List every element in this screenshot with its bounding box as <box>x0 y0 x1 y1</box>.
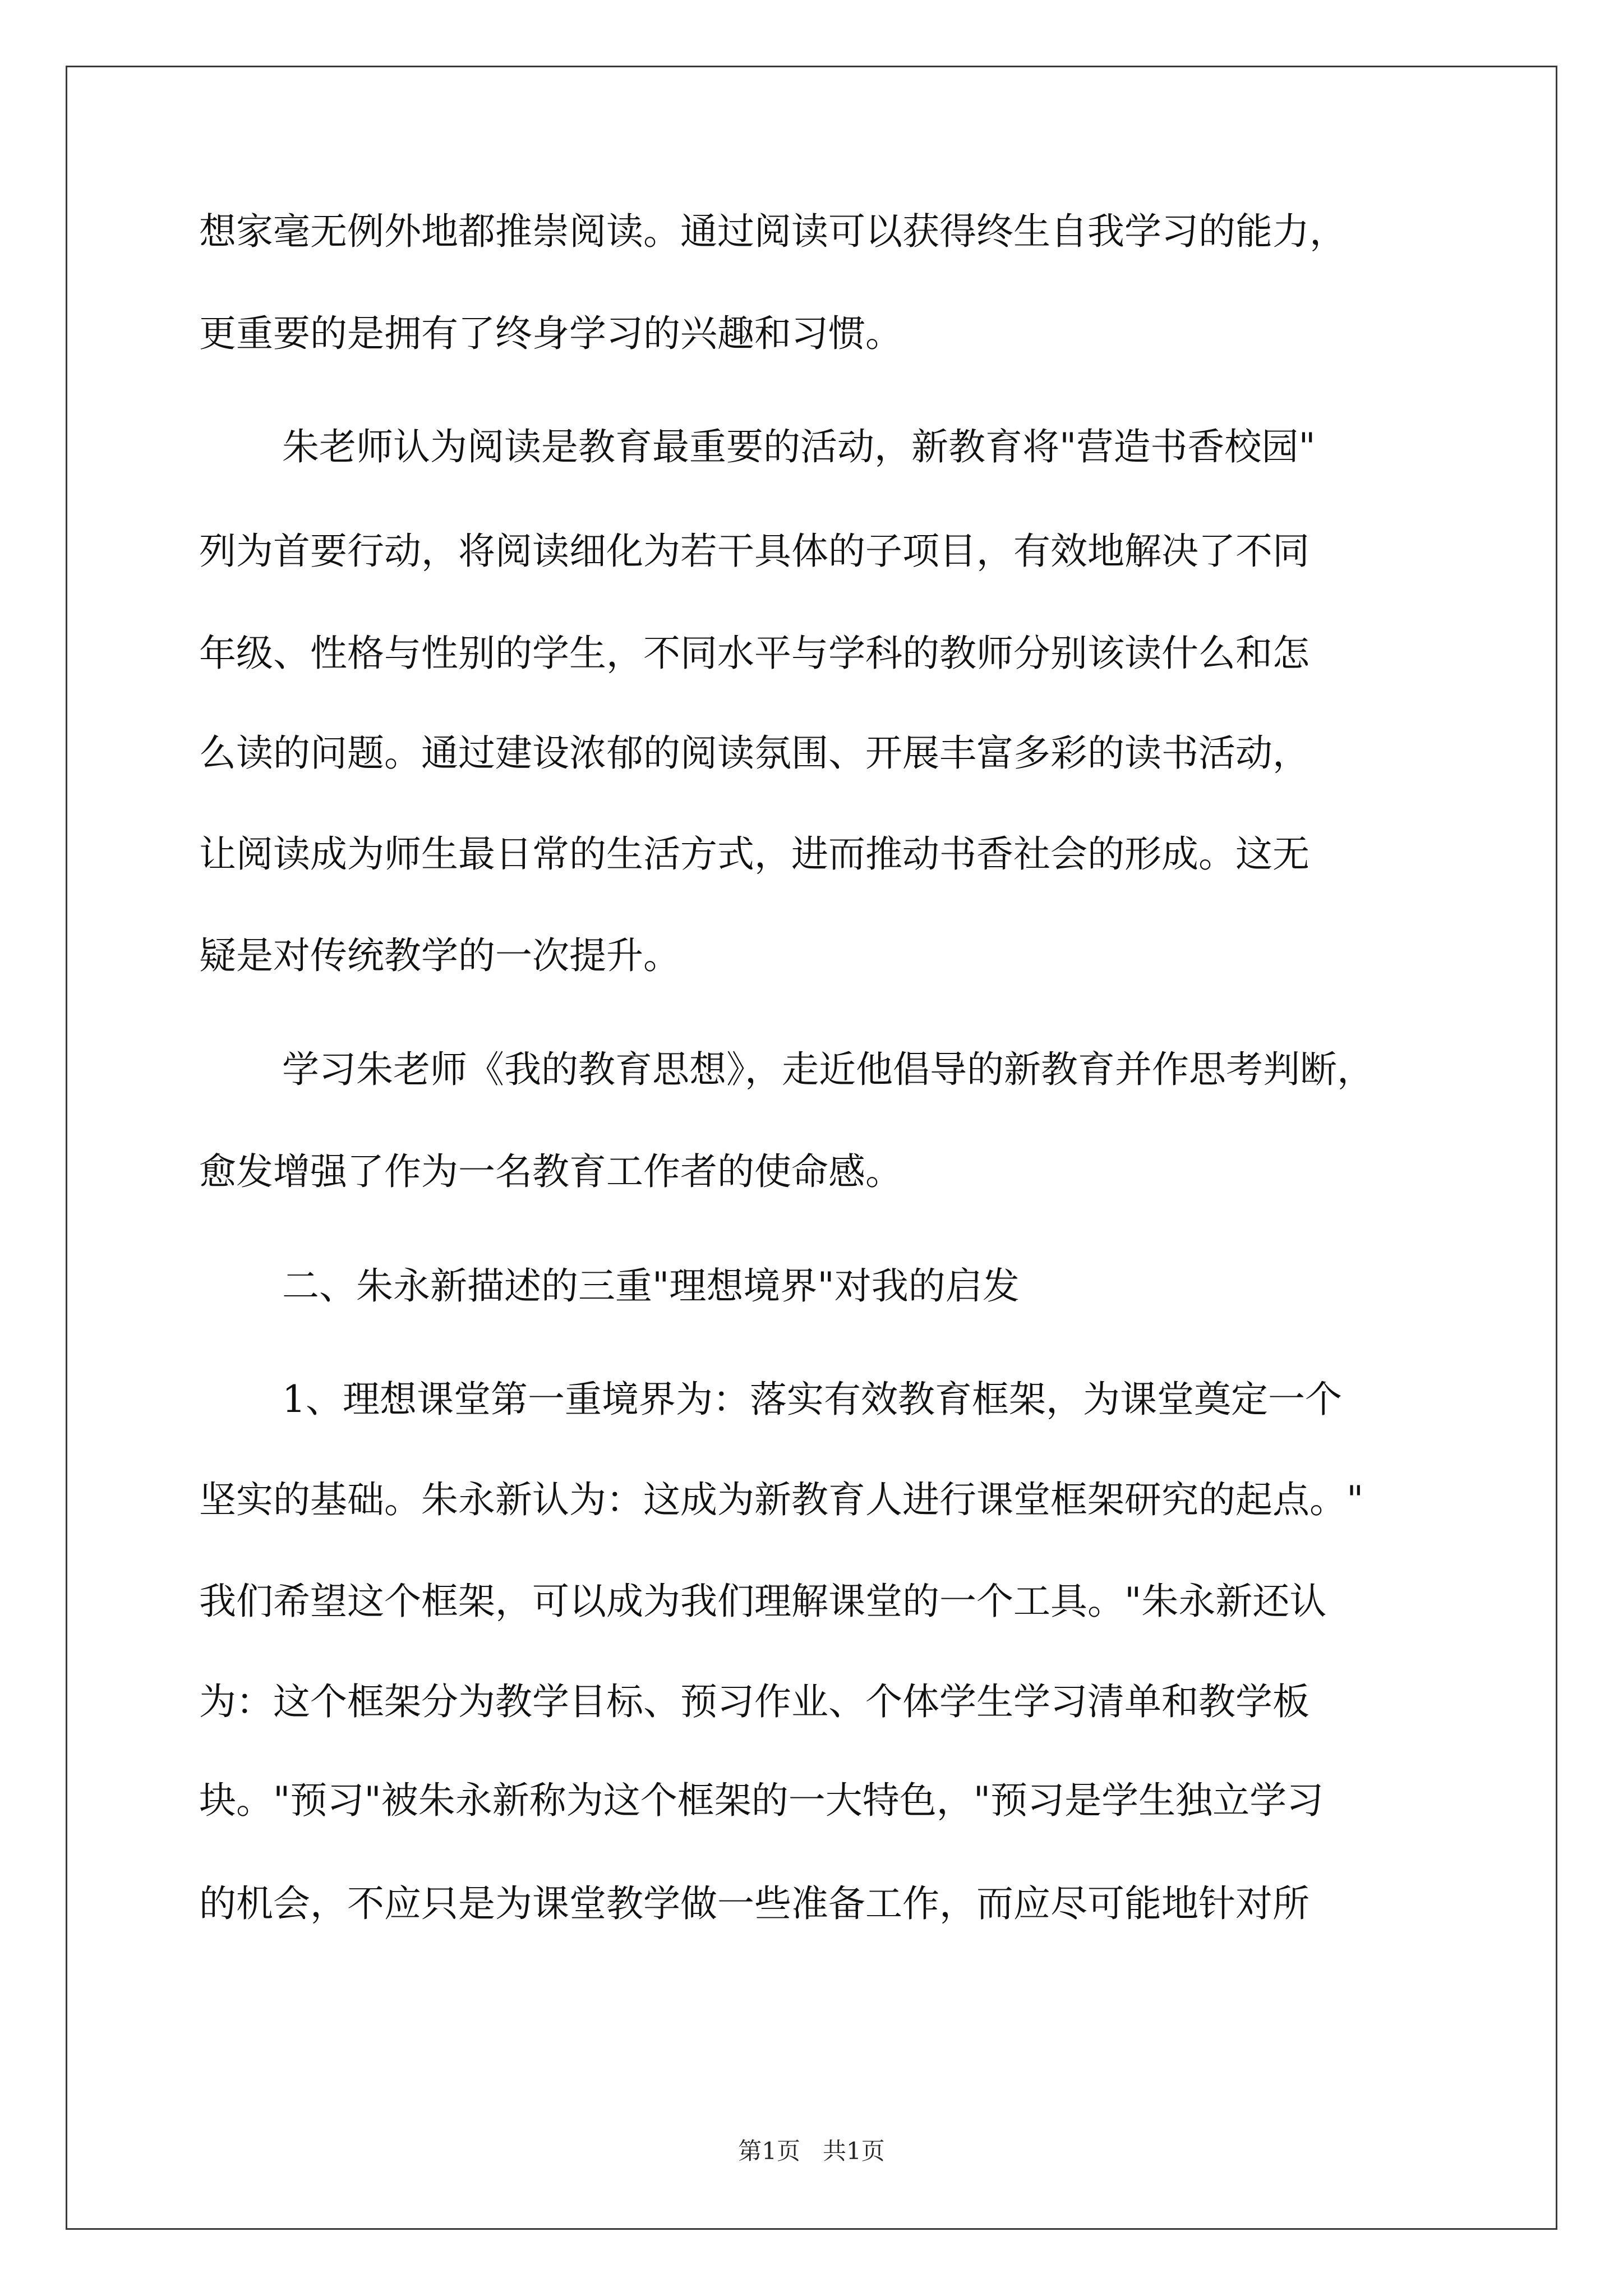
text-line: 我们希望这个框架，可以成为我们理解课堂的一个工具。"朱永新还认 <box>199 1580 1327 1623</box>
section-heading: 二、朱永新描述的三重"理想境界"对我的启发 <box>282 1264 1020 1308</box>
text-line: 为：这个框架分为教学目标、预习作业、个体学生学习清单和教学板 <box>199 1680 1310 1723</box>
text-line: 块。"预习"被朱永新称为这个框架的一大特色，"预习是学生独立学习 <box>199 1779 1324 1822</box>
text-line: 么读的问题。通过建设浓郁的阅读氛围、开展丰富多彩的读书活动， <box>199 731 1310 775</box>
paragraph-first-line: 朱老师认为阅读是教育最重要的活动，新教育将"营造书香校园" <box>282 425 1316 468</box>
text-line: 年级、性格与性别的学生，不同水平与学科的教师分别该读什么和怎 <box>199 632 1310 675</box>
text-line: 更重要的是拥有了终身学习的兴趣和习惯。 <box>199 312 902 355</box>
text-line: 疑是对传统教学的一次提升。 <box>199 934 680 977</box>
text-line: 愈发增强了作为一名教育工作者的使命感。 <box>199 1150 902 1193</box>
text-line: 列为首要行动，将阅读细化为若干具体的子项目，有效地解决了不同 <box>199 530 1310 573</box>
paragraph-first-line: 学习朱老师《我的教育思想》，走近他倡导的新教育并作思考判断， <box>282 1048 1374 1091</box>
text-line: 的机会，不应只是为课堂教学做一些准备工作，而应尽可能地针对所 <box>199 1882 1310 1925</box>
page-number-footer: 第1页 共1页 <box>738 2137 885 2165</box>
text-line: 坚实的基础。朱永新认为：这成为新教育人进行课堂框架研究的起点。" <box>199 1478 1364 1521</box>
text-line: 想家毫无例外地都推崇阅读。通过阅读可以获得终生自我学习的能力， <box>199 210 1347 253</box>
text-line: 让阅读成为师生最日常的生活方式，进而推动书香社会的形成。这无 <box>199 832 1310 876</box>
paragraph-first-line: 1、理想课堂第一重境界为：落实有效教育框架，为课堂奠定一个 <box>282 1378 1342 1421</box>
